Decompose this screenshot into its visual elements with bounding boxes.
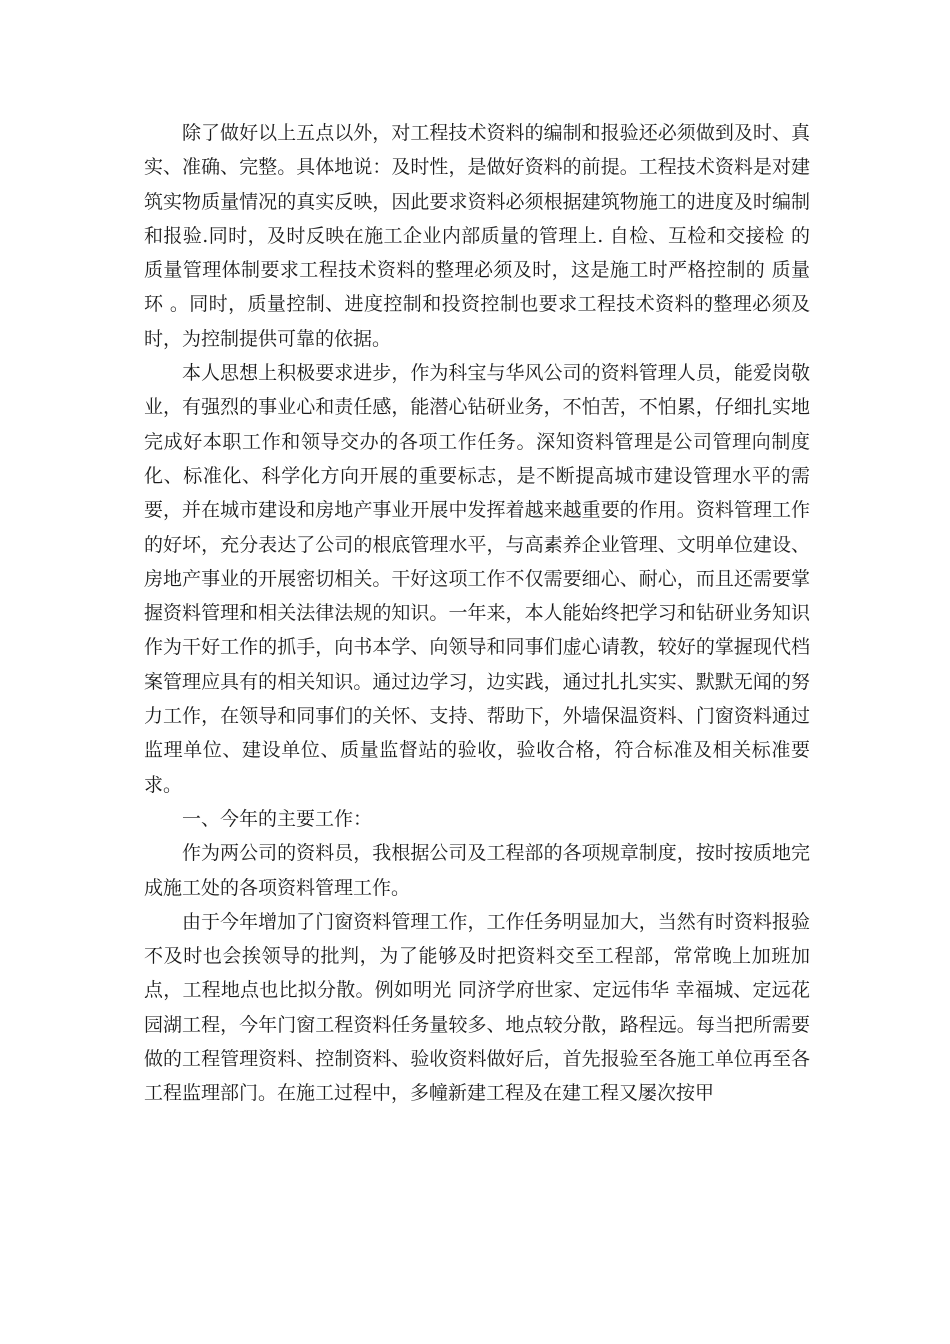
document-body (144, 116, 810, 1111)
paragraph-personal-summary: 本人思想上积极要求进步，作为科宝与华风公司的资料管理人员，能爱岗敬业，有强烈的事业心和责任感，能潜心钻研业务，不怕苦，不怕累，仔细扎实地完成好本职工作和领导交办的各项工作任务。深知资料管理是公司管理向制度化、标准化、科学化方向开展的重要标志，是不断提高城市建设管理水平的需要，并在城市建设和房地产事业开展中发挥着越来越重要的作用。资料管理工作的好坏，充分表达了公司的根底管理水平，与高素养企业管理、文明单位建设、房地产事业的开展密切相关。干好这项工作不仅需要细心、耐心，而且还需要掌握资料管理和相关法律法规的知识。一年来，本人能始终把学习和钻研业务知识作为干好工作的抓手，向书本学、向领导和同事们虚心请教，较好的掌握现代档案管理应具有的相关知识。通过边学习，边实践，通过扎扎实实、默默无闻的努力工作，在领导和同事们的关怀、支持、帮助下，外墙保温资料、门窗资料通过监理单位、建设单位、质量监督站的验收，验收合格，符合标准及相关标准要求。 (144, 362, 810, 796)
paragraph-role: 作为两公司的资料员，我根据公司及工程部的各项规章制度，按时按质地完成施工处的各项资料管理工作。 (144, 842, 810, 899)
section-heading-main-work: 一、今年的主要工作： (182, 807, 373, 830)
paragraph-window-materials: 由于今年增加了门窗资料管理工作，工作任务明显加大，当然有时资料报验不及时也会挨领导的批判，为了能够及时把资料交至工程部，常常晚上加班加点，工程地点也比拟分散。例如明光 同济学府世家、定远伟华 幸福城、定远花园湖工程，今年门窗工程资料任务量较多、地点较分散，路程远。每当把所需要做的工程管理资料、控制资料、验收资料做好后，首先报验至各施工单位再至各工程监理部门。在施工过程中，多幢新建工程及在建工程又屡次按甲 (144, 910, 810, 1105)
paragraph-timeliness: 除了做好以上五点以外，对工程技术资料的编制和报验还必须做到及时、真实、准确、完整。具体地说：及时性，是做好资料的前提。工程技术资料是对建筑实物质量情况的真实反映，因此要求资料必须根据建筑物施工的进度及时编制和报验.同时，及时反映在施工企业内部质量的管理上. 自检、互检和交接检 的质量管理体制要求工程技术资料的整理必须及时，这是施工时严格控制的 质量环 。同时，质量控制、进度控制和投资控制也要求工程技术资料的整理必须及时，为控制提供可靠的依据。 (144, 122, 810, 350)
